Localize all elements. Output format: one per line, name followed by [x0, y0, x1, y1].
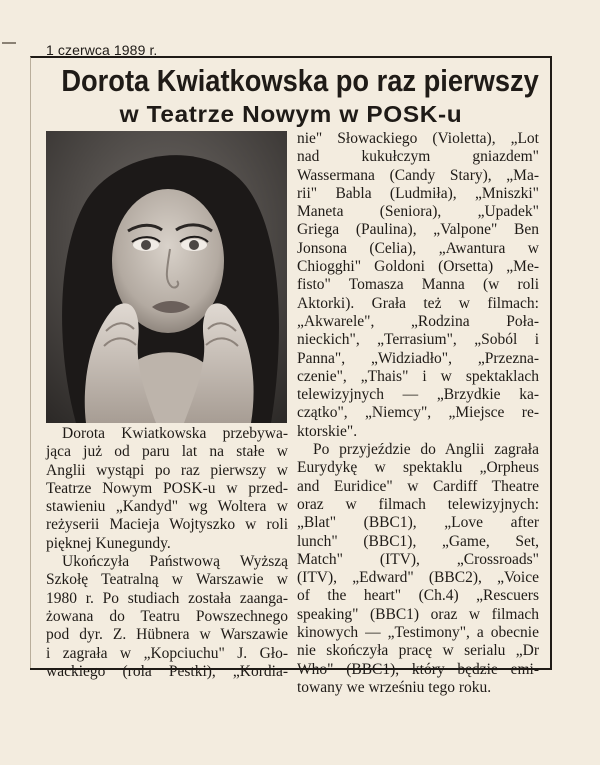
text-line: Ukończyła Państwową Wyższą	[62, 553, 288, 571]
article-headline: Dorota Kwiatkowska po raz pierwszy	[61, 63, 539, 98]
text-line: pięknej Kunegundy.	[46, 534, 171, 552]
text-line: Chiogghi" Goldoni (Orsetta) „Me-	[297, 258, 539, 276]
text-line: fisto" Tomasza Manna (w roli	[297, 276, 539, 294]
text-line: Dorota Kwiatkowska przebywa-	[62, 425, 288, 442]
text-line: Teatrze Nowym POSK-u w przed-	[46, 479, 288, 497]
text-line: of the heart" (Ch.4) „Rescuers	[297, 587, 539, 605]
article-subheadline: w Teatrze Nowym w POSK-u	[119, 101, 463, 127]
paper-edge-mark	[2, 42, 16, 44]
text-line: and Euridice" w Cardiff Theatre	[297, 477, 539, 495]
text-line: nieckich", „Terrasium", „Soból i	[297, 331, 539, 349]
text-line: ktorskie".	[297, 422, 358, 440]
text-line: żowana do Teatru Powszechnego	[46, 607, 288, 625]
text-line: Jonsona (Celia), „Awantura w	[297, 239, 539, 257]
text-line: Wassermana (Candy Stary), „Ma-	[297, 166, 539, 184]
text-line: rii" Babla (Ludmiła), „Mniszki"	[297, 184, 539, 202]
text-line: Panna", „Widziadło", „Przezna-	[297, 349, 539, 367]
text-line: jąca już od paru lat na stałe w	[46, 443, 288, 461]
article-column-right	[297, 130, 539, 697]
text-line: Eurydykę w spektaklu „Orpheus	[297, 459, 539, 477]
text-line: i zagrała w „Kopciuchu" J. Gło-	[46, 644, 288, 662]
text-line: pod dyr. Z. Hübnera w Warszawie	[46, 626, 288, 644]
text-line: reżyserii Macieja Wojtyszko w roli	[46, 516, 288, 534]
text-line: (ITV), „Edward" (BBC2), „Voice	[297, 569, 539, 587]
text-line: telewizyjnych — „Brzydkie ka-	[297, 386, 539, 404]
publication-date: 1 czerwca 1989 r.	[46, 42, 158, 58]
text-line: lunch" (BBC1), „Game, Set,	[297, 532, 539, 550]
text-line: Who" (BBC1), który będzie emi-	[297, 660, 539, 678]
portrait-photo	[46, 131, 287, 423]
text-line: czenie", „Thais" i w spektaklach	[297, 367, 539, 385]
text-line: speaking" (BBC1) oraz w filmach	[297, 605, 539, 623]
text-line: Maneta (Seniora), „Upadek"	[297, 203, 539, 221]
text-line: wackiego (rola Pestki), „Kordia-	[46, 662, 288, 680]
text-line: czątko", „Niemcy", „Miejsce re-	[297, 404, 539, 422]
text-line: nie skończyła pracę w serialu „Dr	[297, 642, 539, 660]
text-line: Anglii wystąpi po raz pierwszy w	[46, 461, 288, 479]
text-line: oraz w filmach telewizyjnych:	[297, 495, 539, 513]
text-line: stawieniu „Kandyd" wg Woltera w	[46, 498, 288, 516]
text-line: 1980 r. Po studiach została zaanga-	[46, 589, 288, 607]
text-line: „Blat" (BBC1), „Love after	[297, 514, 539, 532]
text-line: Aktorki). Grała też w filmach:	[297, 294, 539, 312]
text-line: Griega (Paulina), „Valpone" Ben	[297, 221, 539, 239]
text-line: kinowych — „Testimony", a obecnie	[297, 624, 539, 642]
text-line: nie" Słowackiego (Violetta), „Lot	[297, 130, 539, 147]
text-line: Match" (ITV), „Crossroads"	[297, 550, 539, 568]
article-column-left	[46, 425, 288, 681]
text-line: Po przyjeździe do Anglii zagrała	[313, 441, 539, 459]
text-line: towany we wrześniu tego roku.	[297, 678, 492, 696]
text-line: Szkołę Teatralną w Warszawie w	[46, 571, 288, 589]
text-line: „Akwarele", „Rodzina Poła-	[297, 312, 539, 330]
text-line: nad kukułczym gniazdem"	[297, 148, 539, 166]
